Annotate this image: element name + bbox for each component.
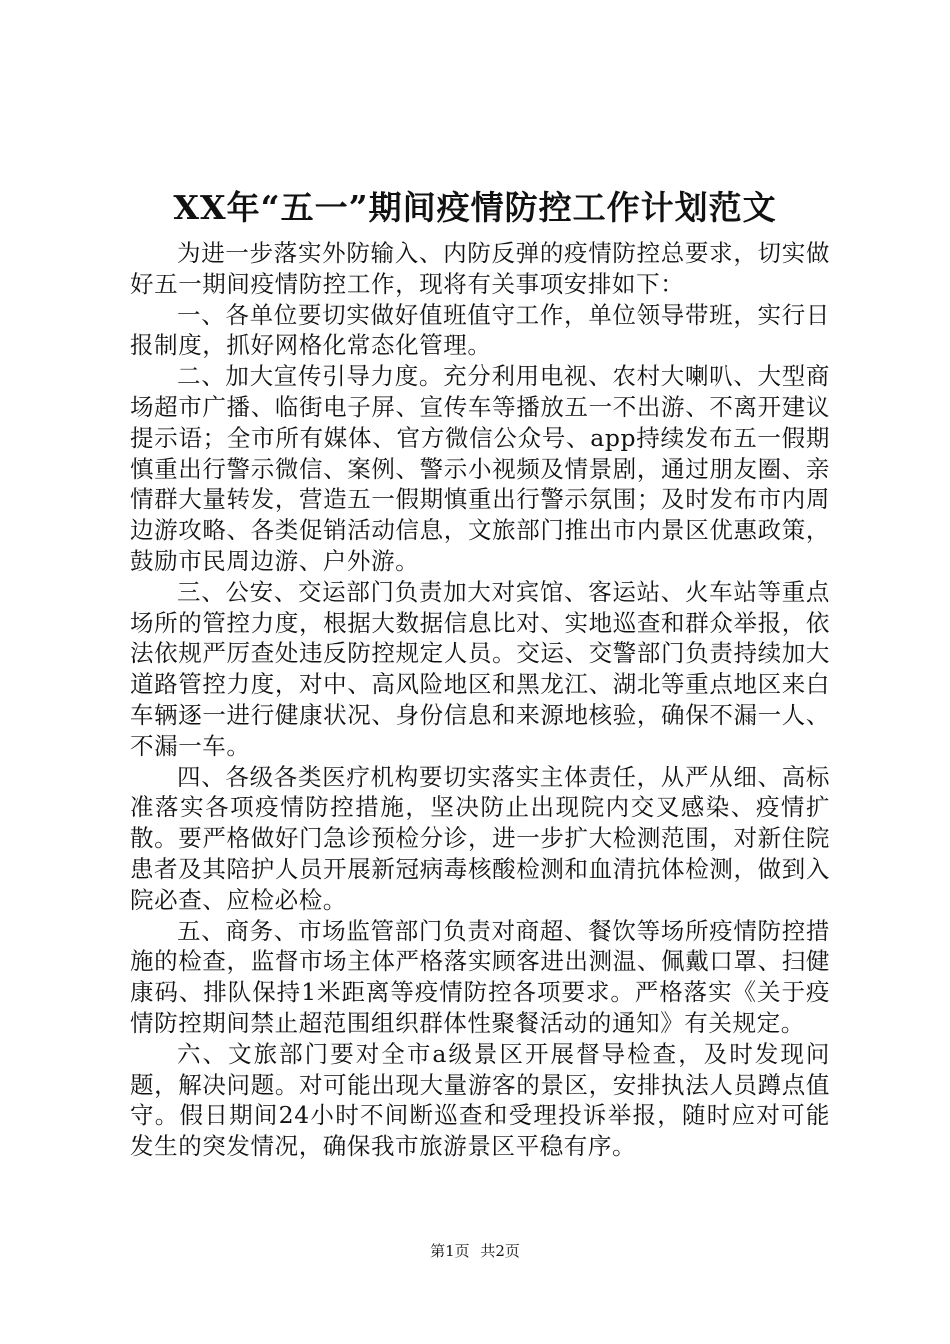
paragraph-item-2: 二、加大宣传引导力度。充分利用电视、农村大喇叭、大型商场超市广播、临街电子屏、宣传车等播放五一不出游、不离开建议提示语；全市所有媒体、官方微信公众号、app持续发布五一假期慎重出行警示微信、案例、警示小视频及情景剧，通过朋友圈、亲情群大量转发，营造五一假期慎重出行警示氛围；及时发布市内周边游攻略、各类促销活动信息，文旅部门推出市内景区优惠政策，鼓励市民周边游、户外游。	[130, 362, 830, 575]
paragraph-intro: 为进一步落实外防输入、内防反弹的疫情防控总要求，切实做好五一期间疫情防控工作，现将有关事项安排如下：	[130, 239, 830, 298]
paragraph-item-5: 五、商务、市场监管部门负责对商超、餐饮等场所疫情防控措施的检查，监督市场主体严格落实顾客进出测温、佩戴口罩、扫健康码、排队保持1米距离等疫情防控各项要求。严格落实《关于疫情防控期间禁止超范围组织群体性聚餐活动的通知》有关规定。	[130, 916, 830, 1037]
paragraph-item-6: 六、文旅部门要对全市a级景区开展督导检查，及时发现问题，解决问题。对可能出现大量游客的景区，安排执法人员蹲点值守。假日期间24小时不间断巡查和受理投诉举报，随时应对可能发生的突发情况，确保我市旅游景区平稳有序。	[130, 1039, 830, 1161]
page-footer	[0, 1241, 950, 1261]
paragraph-item-3: 三、公安、交运部门负责加大对宾馆、客运站、火车站等重点场所的管控力度，根据大数据信息比对、实地巡查和群众举报，依法依规严厉查处违反防控规定人员。交运、交警部门负责持续加大道路管控力度，对中、高风险地区和黑龙江、湖北等重点地区来白车辆逐一进行健康状况、身份信息和来源地核验，确保不漏一人、不漏一车。	[130, 577, 830, 760]
page-total: 共2页	[480, 1242, 520, 1260]
document-body	[130, 238, 830, 1162]
page-number: 第1页	[430, 1242, 470, 1260]
document-title: XX年“五一”期间疫情防控工作计划范文	[173, 188, 777, 227]
paragraph-item-1: 一、各单位要切实做好值班值守工作，单位领导带班，实行日报制度，抓好网格化常态化管理。	[130, 300, 830, 360]
paragraph-item-4: 四、各级各类医疗机构要切实落实主体责任，从严从细、高标准落实各项疫情防控措施，坚决防止出现院内交叉感染、疫情扩散。要严格做好门急诊预检分诊，进一步扩大检测范围，对新住院患者及其陪护人员开展新冠病毒核酸检测和血清抗体检测，做到入院必查、应检必检。	[130, 762, 830, 914]
